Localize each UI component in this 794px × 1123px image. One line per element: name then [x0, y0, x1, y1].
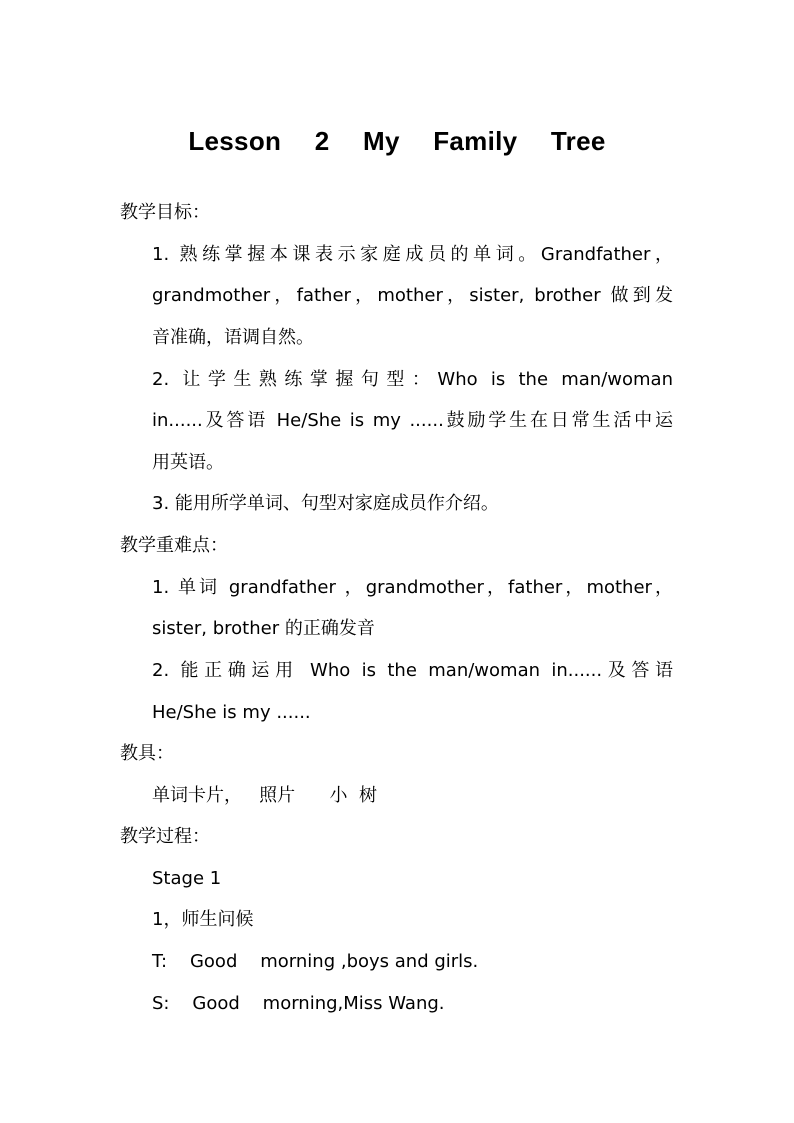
page-title: Lesson 2 My Family Tree — [188, 126, 606, 156]
key-points-line-3: 2. 能正确运用 Who is the man/woman in......及答语 — [152, 660, 673, 681]
objectives-line-1: 1. 熟练掌握本课表示家庭成员的单词。Grandfather， — [152, 244, 673, 265]
objectives-line-7: 3. 能用所学单词、句型对家庭成员作介绍。 — [152, 493, 499, 514]
process-line-stage: Stage 1 — [152, 868, 222, 889]
objectives-line-6: 用英语。 — [152, 452, 224, 473]
objectives-line-5: in......及答语 He/She is my ......鼓励学生在日常生活中运 — [152, 410, 673, 431]
objectives-line-4: 2. 让学生熟练掌握句型：Who is the man/woman — [152, 369, 673, 390]
process-line-greeting: 1，师生问候 — [152, 909, 254, 930]
process-line-teacher: T: Good morning ,boys and girls. — [152, 951, 479, 972]
key-points-heading: 教学重难点： — [120, 535, 228, 556]
materials-heading: 教具： — [120, 743, 174, 764]
materials-line-1: 单词卡片， 照片 小 树 — [152, 785, 377, 806]
process-line-students: S: Good morning,Miss Wang. — [152, 993, 445, 1014]
process-heading: 教学过程： — [120, 826, 210, 847]
key-points-line-4: He/She is my ...... — [152, 702, 311, 723]
objectives-heading: 教学目标： — [120, 202, 210, 223]
key-points-line-2: sister, brother 的正确发音 — [152, 618, 375, 639]
objectives-line-3: 音准确，语调自然。 — [152, 327, 314, 348]
key-points-line-1: 1. 单词 grandfather ，grandmother，father，mother， — [152, 577, 673, 598]
objectives-line-2: grandmother，father，mother，sister, brother 做到发 — [152, 285, 673, 306]
